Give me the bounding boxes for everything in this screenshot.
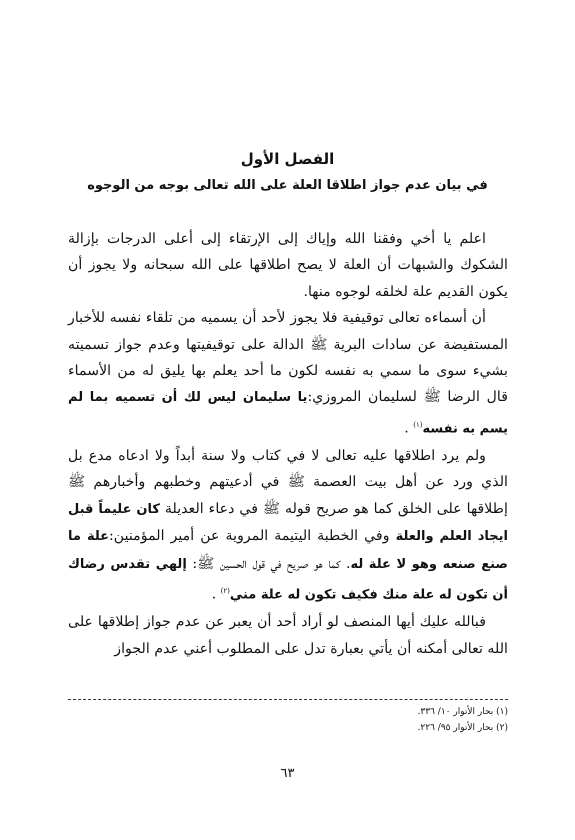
bold-quote: علة ما صنع صنعه وهو لا علة له (68, 529, 508, 572)
paragraph-text: اعلم يا أخي وفقنا الله وإياك إلى الإرتقاء إلى أعلى الدرجات بإزالة الشكوك والشبهات أن العلة لا يصح اطلاقها على الله سبحانه ولا يجوز أن يكون القديم علة لخلقه لوجوه منها. (68, 231, 508, 300)
paragraph-4 (68, 609, 508, 662)
page-number: ٦٣ (280, 766, 295, 781)
footnote-divider (68, 699, 508, 700)
footnote-2: (٢) بحار الأنوار ٩٥/ ٢٢٦. (417, 723, 508, 733)
paragraph-3 (68, 443, 508, 609)
chapter-title: الفصل الأول (240, 150, 335, 168)
chapter-subtitle: في بيان عدم جواز اطلاقا العلة على الله تعالى بوجه من الوجوه (87, 178, 488, 193)
paragraph-1 (68, 226, 508, 305)
footnote-reference[interactable]: (٢) (220, 587, 230, 596)
footnote-1: (١) بحار الأنوار ١٠/ ٣٣٦. (417, 707, 508, 717)
bold-quote: يا سليمان ليس لك أن تسميه بما لم يسم به نفسه (68, 390, 508, 437)
paragraph-2 (68, 305, 508, 443)
footnote-reference[interactable]: (١) (413, 420, 423, 429)
paragraph-text: أن أسماءه تعالى توقيفية فلا يجوز لأحد أن يسميه من تلقاء نفسه للأخبار المستفيضة عن سادات البرية ﷺ الدالة على توقيفيتها وعدم جواز تسميته بشيء سوى ما سمي به نفسه لكون ما أحد يعلم بها يليق له من الأسماء قال الرضا ﷺ لسليمان المروزي: (68, 310, 508, 406)
paragraph-text: فبالله عليك أيها المنصف لو أراد أحد أن يعبر عن عدم جواز إطلاقها على الله تعالى أمكنه أن يأتي بعبارة تدل على المطلوب أعني عدم الجواز (68, 614, 508, 657)
bold-quote: إلهي تقدس رضاك أن تكون له علة منك فكيف تكون له علة مني (68, 556, 508, 603)
paragraph-text: ولم يرد اطلاقها عليه تعالى لا في كتاب ولا سنة أبداً ولا ادعاه مدع بل الذي ورد عن أهل بيت العصمة ﷺ في أدعيتهم وخطبهم وأخبارهم ﷺ إطلاقها على الخلق كما هو صريح قوله ﷺ في دعاء العديلة (68, 447, 508, 517)
body-text (68, 226, 508, 662)
paragraph-text: وفي الخطبة اليتيمة المروية عن أمير المؤمنين: (109, 528, 396, 545)
paragraph-text: . (211, 586, 221, 603)
bold-quote: كان عليماً قبل ايجاد العلم والعلة (68, 501, 509, 545)
footnotes (68, 704, 508, 736)
paragraph-text: . (404, 420, 414, 437)
paragraph-text: . كما هو صريح في قول الحسين ﷺ: (186, 555, 351, 572)
